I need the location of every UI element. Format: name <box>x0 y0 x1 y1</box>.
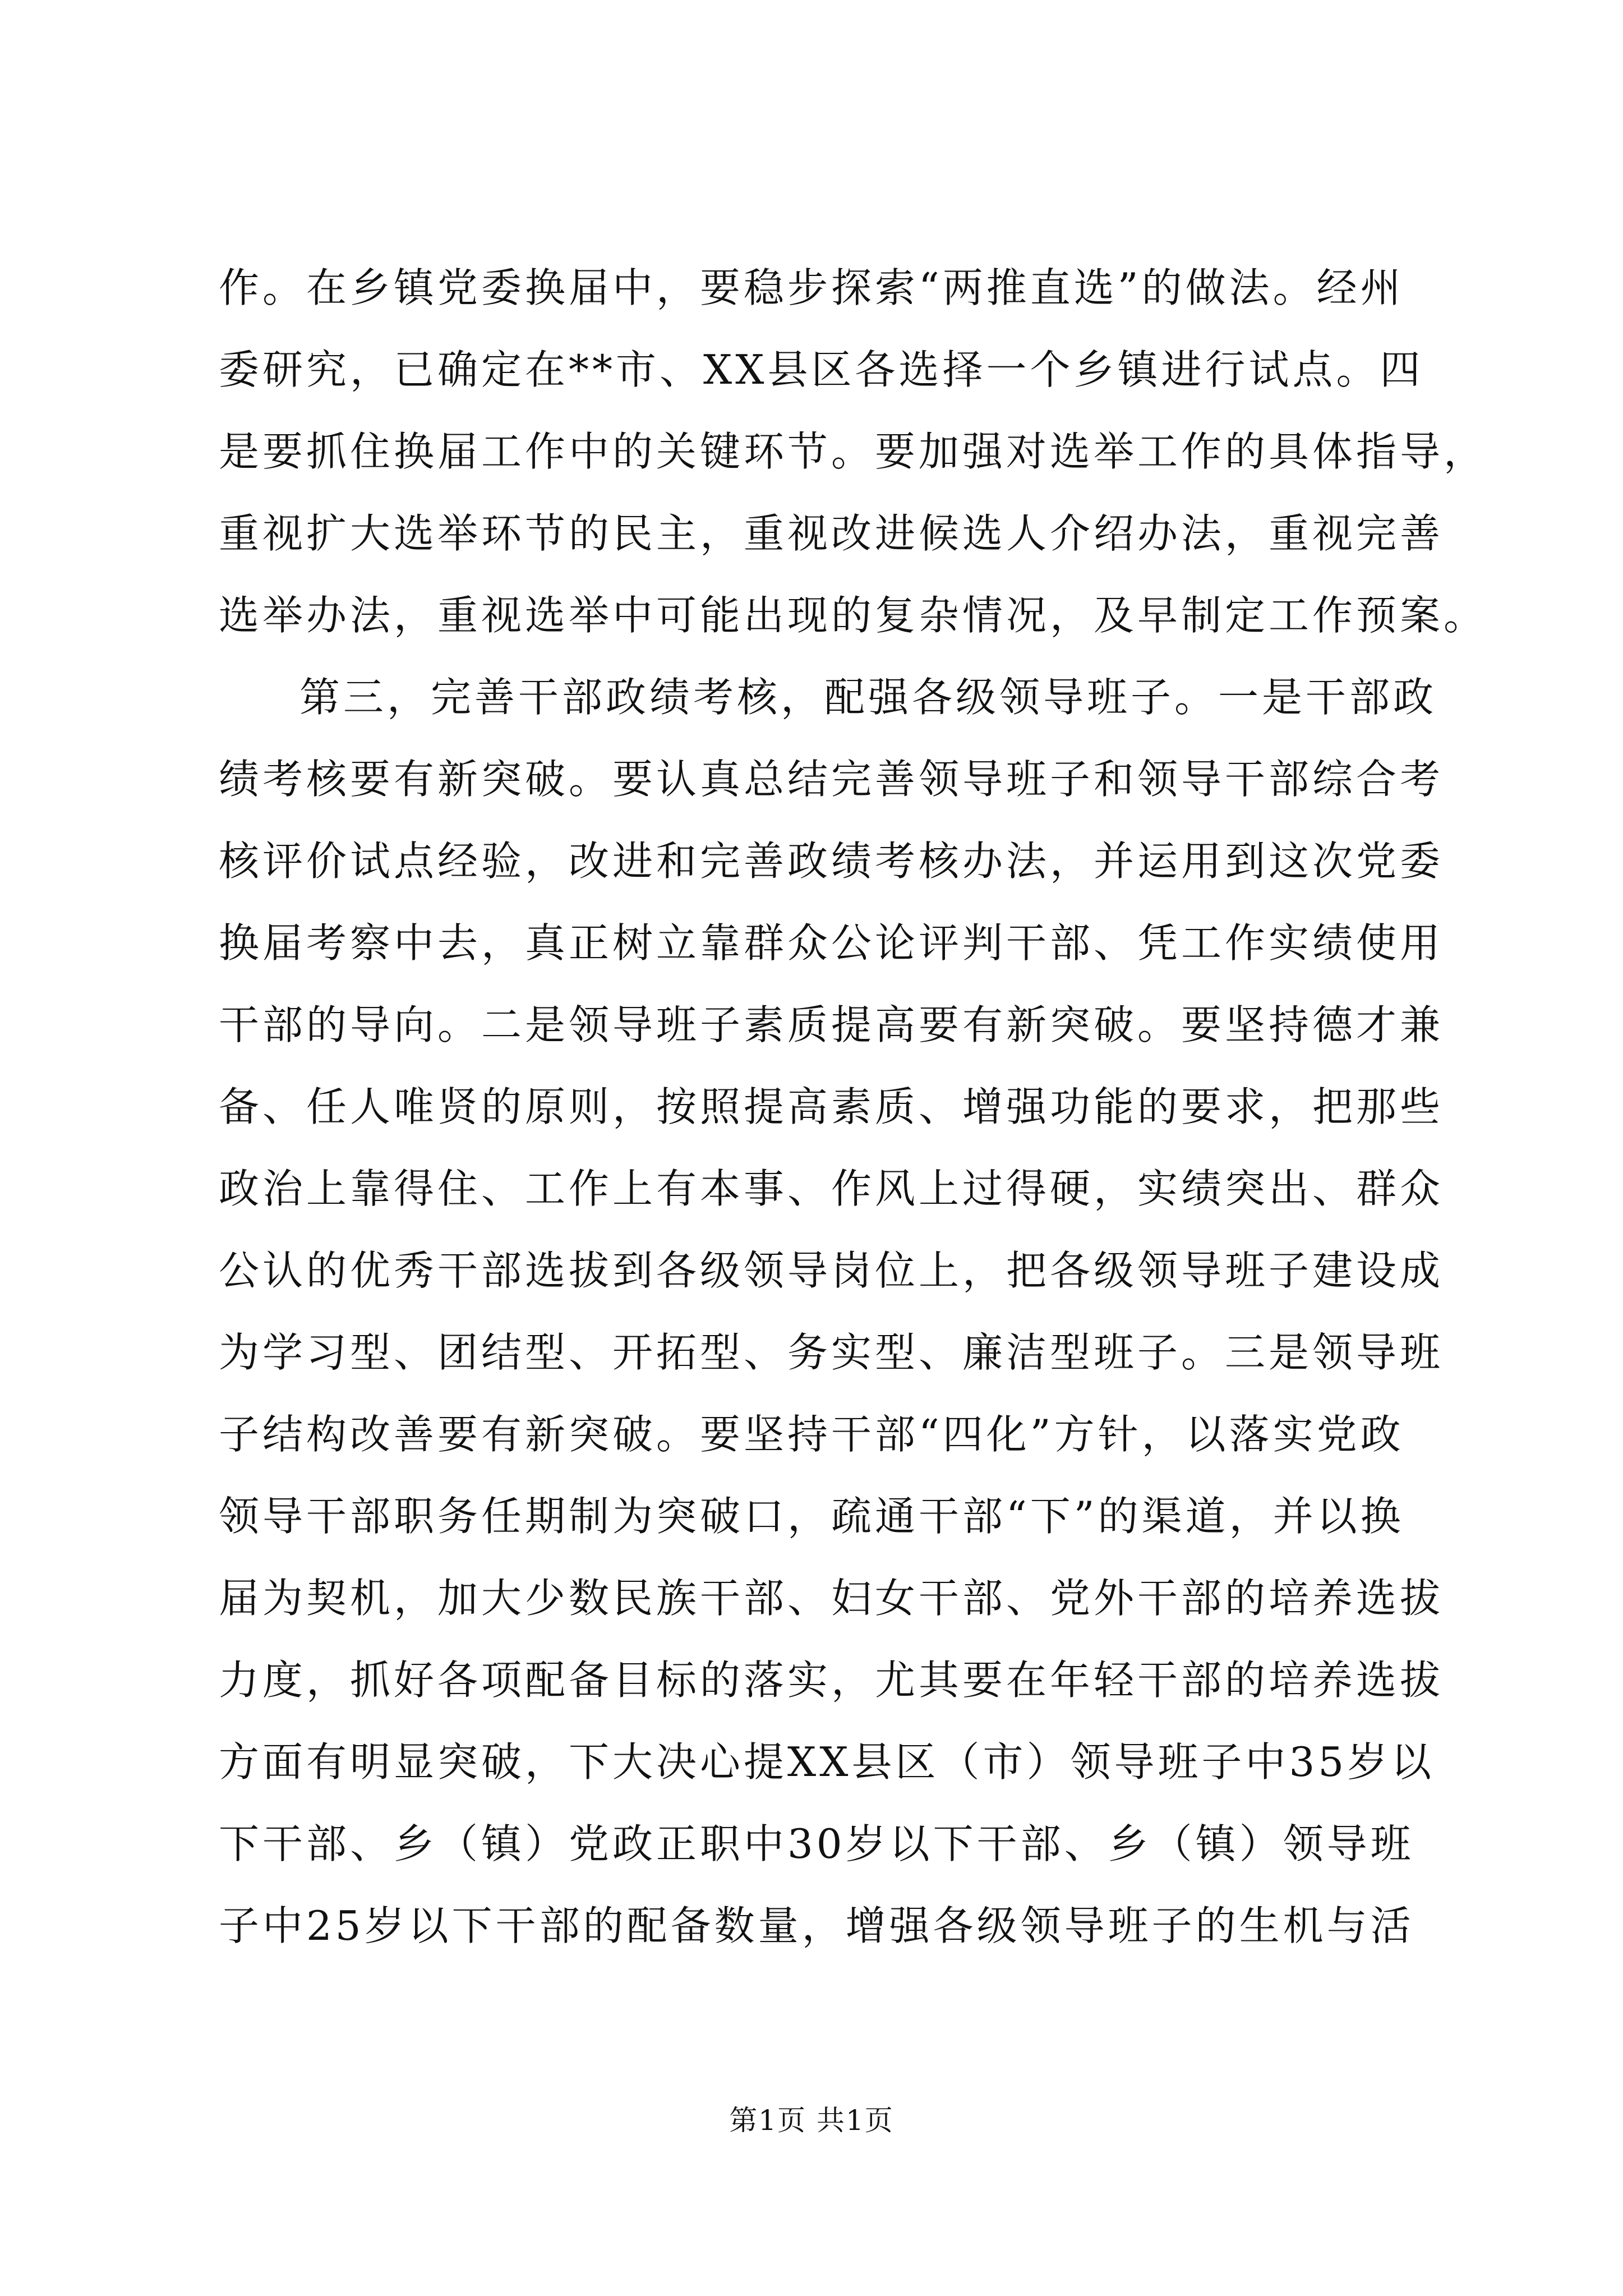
text-line: 重视扩大选举环节的民主，重视改进候选人介绍办法，重视完善 <box>219 510 1444 557</box>
text-line: 为学习型、团结型、开拓型、务实型、廉洁型班子。三是领导班 <box>219 1329 1444 1376</box>
text-line: 绩考核要有新突破。要认真总结完善领导班子和领导干部综合考 <box>219 756 1444 803</box>
text-line: 方面有明显突破，下大决心提XX县区（市）领导班子中35岁以 <box>219 1738 1435 1786</box>
text-line: 换届考察中去，真正树立靠群众公论评判干部、凭工作实绩使用 <box>219 919 1444 967</box>
text-line: 下干部、乡（镇）党政正职中30岁以下干部、乡（镇）领导班 <box>219 1820 1414 1867</box>
text-line: 子结构改善要有新突破。要坚持干部“四化”方针，以落实党政 <box>219 1411 1404 1458</box>
text-line: 是要抓住换届工作中的关键环节。要加强对选举工作的具体指导， <box>219 428 1488 475</box>
text-line: 委研究，已确定在**市、XX县区各选择一个乡镇进行试点。四 <box>219 346 1424 393</box>
page-number-footer: 第1页 共1页 <box>729 2104 894 2137</box>
text-line: 子中25岁以下干部的配备数量，增强各级领导班子的生机与活 <box>219 1902 1414 1949</box>
text-line: 领导干部职务任期制为突破口，疏通干部“下”的渠道，并以换 <box>219 1493 1404 1540</box>
text-line: 作。在乡镇党委换届中，要稳步探索“两推直选”的做法。经州 <box>219 264 1404 311</box>
text-line: 政治上靠得住、工作上有本事、作风上过得硬，实绩突出、群众 <box>219 1165 1444 1212</box>
text-line: 力度，抓好各项配备目标的落实，尤其要在年轻干部的培养选拔 <box>219 1657 1444 1704</box>
document-body <box>219 247 1488 1967</box>
text-line: 选举办法，重视选举中可能出现的复杂情况，及早制定工作预案。 <box>219 592 1488 639</box>
text-line: 干部的导向。二是领导班子素质提高要有新突破。要坚持德才兼 <box>219 1001 1444 1048</box>
text-line: 备、任人唯贤的原则，按照提高素质、增强功能的要求，把那些 <box>219 1083 1444 1130</box>
text-line: 公认的优秀干部选拔到各级领导岗位上，把各级领导班子建设成 <box>219 1247 1444 1294</box>
paragraph-first-line: 第三，完善干部政绩考核，配强各级领导班子。一是干部政 <box>299 674 1437 721</box>
text-line: 核评价试点经验，改进和完善政绩考核办法，并运用到这次党委 <box>219 838 1444 885</box>
text-line: 届为契机，加大少数民族干部、妇女干部、党外干部的培养选拔 <box>219 1575 1444 1622</box>
